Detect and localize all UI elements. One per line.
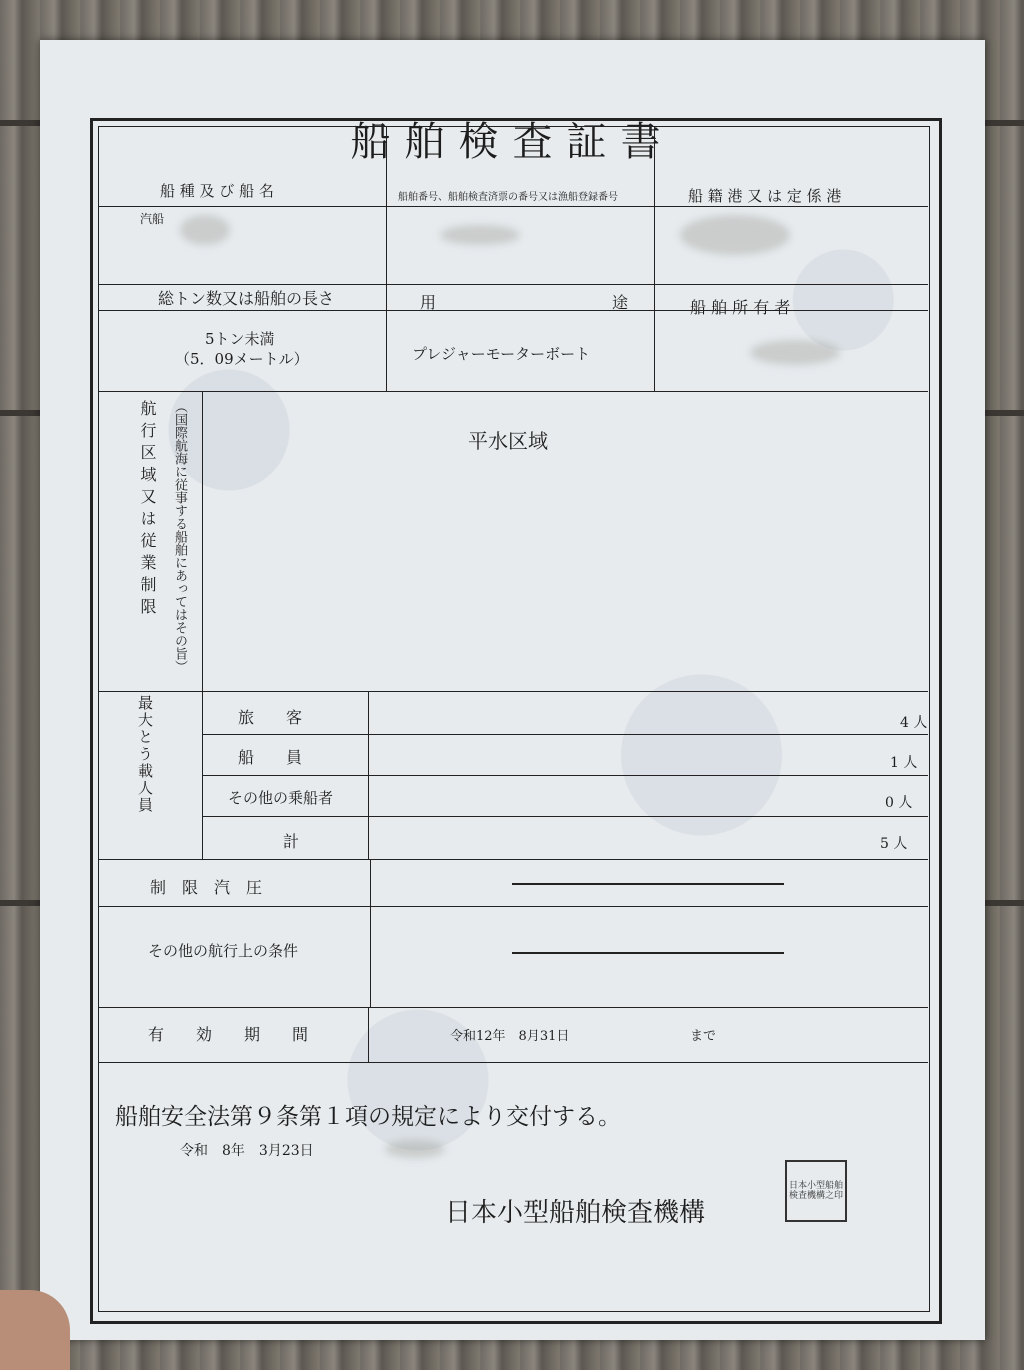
validity-date: 令和12年 8月31日 (450, 1029, 570, 1044)
tonnage-value: 5トン未満 (205, 330, 275, 348)
row-divider (202, 816, 928, 817)
row-divider (98, 206, 928, 207)
certificate-title: 船舶検査証書 (350, 119, 675, 165)
row-divider (98, 691, 928, 692)
row-divider (98, 906, 928, 907)
redacted-issue-detail (385, 1140, 445, 1158)
usage-value: プレジャーモーターボート (412, 345, 591, 363)
header-tonnage: 総トン数又は船舶の長さ (158, 289, 335, 308)
pressure-label: 制 限 汽 圧 (150, 878, 263, 897)
column-divider (370, 859, 371, 1007)
other-conditions-label: その他の航行上の条件 (148, 942, 299, 960)
validity-suffix: まで (690, 1029, 717, 1044)
capacity-label: 最大とう載人員 (136, 695, 154, 814)
length-value: （5．09メートル） (175, 350, 309, 368)
capacity-row-label: 計 (283, 832, 300, 851)
row-divider (98, 310, 928, 311)
ship-type-value: 汽船 (140, 212, 165, 226)
thumb (0, 1290, 70, 1370)
redacted-ship-name (180, 215, 230, 245)
header-ship-number: 船舶番号、船舶検査済票の番号又は漁船登録番号 (398, 192, 618, 203)
issuer-name: 日本小型船舶検査機構 (445, 1198, 706, 1228)
navigation-label: 航行区域又は従業制限 (138, 400, 157, 620)
header-usage-left: 用 (420, 293, 437, 312)
navigation-note: （国際航海に従事する船舶にあってはその旨） (172, 400, 187, 673)
header-ship-type-name: 船 種 及 び 船 名 (160, 182, 274, 200)
official-seal: 日本小型船舶検査機構之印 (785, 1160, 847, 1222)
row-divider (98, 1007, 928, 1008)
capacity-row-label: 船 員 (238, 748, 303, 767)
capacity-row-label: 旅 客 (238, 708, 303, 727)
row-divider (98, 859, 928, 860)
pressure-blank-line (512, 883, 784, 885)
capacity-row-value: 1 人 (890, 755, 918, 771)
redacted-owner (750, 340, 840, 365)
issue-date: 令和 8年 3月23日 (180, 1143, 314, 1159)
row-divider (98, 391, 928, 392)
column-divider (368, 1007, 369, 1062)
redacted-home-port (680, 215, 790, 255)
row-divider (98, 1062, 928, 1063)
row-divider (202, 775, 928, 776)
header-home-port: 船 籍 港 又 は 定 係 港 (688, 187, 842, 205)
row-divider (202, 734, 928, 735)
validity-label: 有 効 期 間 (148, 1025, 309, 1044)
header-owner: 船 舶 所 有 者 (690, 298, 791, 317)
capacity-row-value: 4 人 (900, 715, 928, 731)
navigation-area-value: 平水区域 (468, 429, 548, 453)
column-divider (202, 391, 203, 691)
other-conditions-blank-line (512, 952, 784, 954)
certificate-paper (40, 40, 985, 1340)
column-divider (386, 126, 387, 391)
capacity-row-value: 0 人 (885, 795, 913, 811)
capacity-row-label: その他の乗船者 (228, 789, 334, 807)
issuance-statement: 船舶安全法第９条第１項の規定により交付する。 (115, 1104, 621, 1130)
redacted-ship-number (440, 225, 520, 245)
header-usage-right: 途 (612, 293, 629, 312)
column-divider (654, 126, 655, 391)
row-divider (98, 284, 928, 285)
capacity-row-value: 5 人 (880, 836, 908, 852)
